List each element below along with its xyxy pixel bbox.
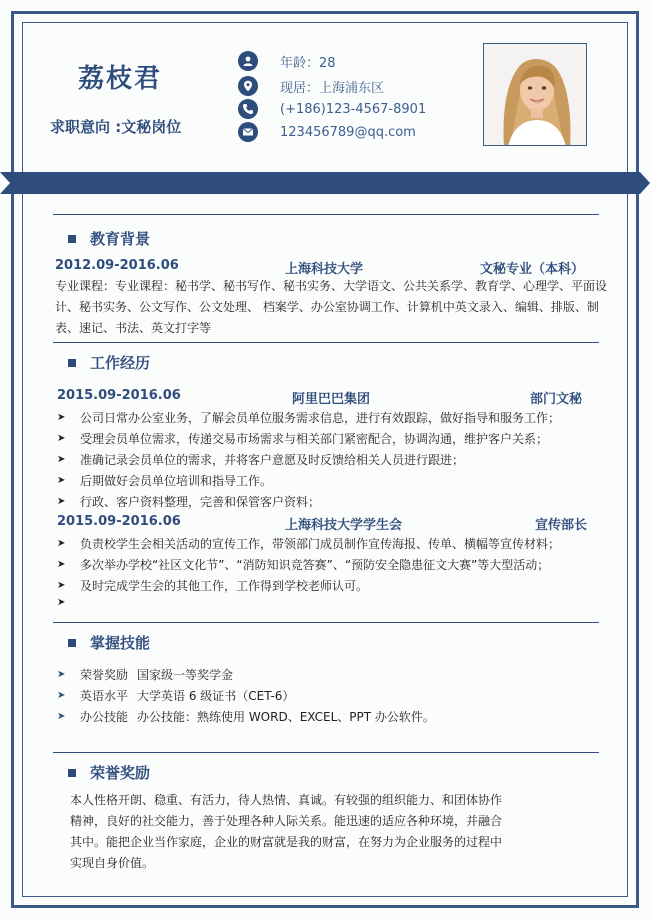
section-divider [53,214,599,215]
info-email-text: 123456789@qq.com [280,124,416,140]
list-item: ➤ 负责校学生会相关活动的宣传工作，带领部门成员制作宣传海报、传单、横幅等宣传材料； [57,536,561,551]
list-item: ➤ 受理会员单位需求，传递交易市场需求与相关部门紧密配合，协调沟通，维护客户关系； [57,431,549,446]
skill-item: ➤ 英语水平 大学英语 6 级证书（CET-6） [57,688,295,703]
diamond-bullet-icon: ➤ [57,689,66,701]
skill-item: ➤ 荣誉奖励 国家级一等奖学金 [57,667,234,682]
info-phone-text: (+186)123-4567-8901 [280,101,427,117]
list-item: ➤ 后期做好会员单位培训和指导工作。 [57,473,273,488]
education-period: 2012.09-2016.06 [55,258,179,273]
arrow-bullet-icon: ➤ [57,432,66,444]
arrow-bullet-icon: ➤ [57,596,66,608]
section-title: 掌握技能 [90,634,151,652]
arrow-bullet-icon: ➤ [57,453,66,465]
section-bullet-icon [68,639,76,647]
list-item [57,592,80,612]
arrow-bullet-icon: ➤ [57,474,66,486]
arrow-bullet-icon: ➤ [57,537,66,549]
section-title: 教育背景 [90,230,151,248]
list-item: ➤ 行政、客户资料整理，完善和保管客户资料； [57,494,321,509]
info-email [238,121,416,143]
self-evaluation-text: 本人性格开朗、稳重、有活力，待人热情、真诚。有较强的组织能力、和团体协作精神，良好的社交能力，善于处理各种人际关系。能迅速的适应各种环境，并融合其中。能把企业当作家庭，企业的财富就是我的财富，在努力为企业服务的过程中实现自身价值。 [70,793,503,870]
section-bullet-icon [68,769,76,777]
section-title: 工作经历 [90,354,151,372]
info-phone [238,98,426,120]
list-item: ➤ 及时完成学生会的其他工作，工作得到学校老师认可。 [57,578,369,593]
skill-item: ➤ 办公技能 办公技能：熟练使用 WORD、EXCEL、PPT 办公软件。 [57,709,435,724]
education-school: 上海科技大学 [285,262,364,277]
profile-photo [483,43,587,146]
section-heading-work [68,352,150,373]
header-ribbon [0,172,650,194]
education-courses: 专业课程：专业课程：秘书学、秘书写作、秘书实务、大学语文、公共关系学、教育学、心理学、平面设计、秘书实务、公文写作、公文处理、 档案学、办公室协调工作、计算机中英文录入、编辑、排版、制表、速记、书法、英文打字等 [55,279,608,335]
job-organization: 阿里巴巴集团 [292,392,371,407]
section-divider [53,342,599,343]
section-title: 荣誉奖励 [90,764,151,782]
education-major: 文秘专业（本科） [480,262,585,277]
job-role: 宣传部长 [535,518,588,533]
location-pin-icon [238,76,258,96]
mail-icon [238,122,258,142]
person-icon [238,51,258,71]
info-location-text: 现居：上海浦东区 [280,80,385,96]
job-organization: 上海科技大学学生会 [285,518,403,533]
job-objective: 求职意向 :文秘岗位 [50,118,182,136]
section-divider [53,752,599,753]
section-heading-skills [68,632,150,653]
arrow-bullet-icon: ➤ [57,411,66,423]
section-bullet-icon [68,359,76,367]
info-age-text: 年龄：28 [280,55,336,71]
phone-icon [238,99,258,119]
candidate-name: 荔枝君 [78,64,163,94]
arrow-bullet-icon: ➤ [57,558,66,570]
job-period: 2015.09-2016.06 [57,514,181,529]
arrow-bullet-icon: ➤ [57,495,66,507]
job-period: 2015.09-2016.06 [57,388,181,403]
info-location [238,75,384,97]
info-age [238,50,336,72]
list-item: ➤ 多次举办学校“社区文化节”、“消防知识竞答赛”、“预防安全隐患征文大赛”等大型活动； [57,557,550,572]
list-item: ➤ 准确记录会员单位的需求，并将客户意愿及时反馈给相关人员进行跟进； [57,452,465,467]
section-divider [53,622,599,623]
list-item: ➤ 公司日常办公室业务，了解会员单位服务需求信息，进行有效跟踪，做好指导和服务工作； [57,410,561,425]
arrow-bullet-icon: ➤ [57,579,66,591]
section-heading-awards [68,762,150,783]
job-role: 部门文秘 [530,392,583,407]
diamond-bullet-icon: ➤ [57,668,66,680]
diamond-bullet-icon: ➤ [57,710,66,722]
section-heading-education [68,228,150,249]
section-bullet-icon [68,235,76,243]
